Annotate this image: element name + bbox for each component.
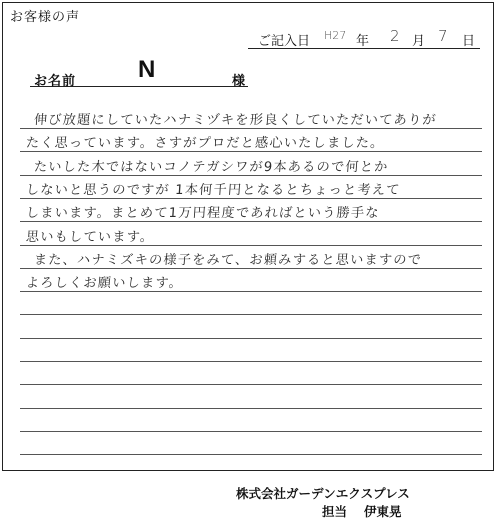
company-name: 株式会社ガーデンエクスプレス	[236, 486, 410, 501]
comment-line: 思いもしています。	[25, 229, 155, 245]
name-honorific: 様	[232, 74, 246, 89]
staff-role: 担当	[322, 504, 348, 519]
date-day-unit: 日	[462, 34, 476, 49]
ruled-line	[20, 314, 482, 315]
date-label: ご記入日	[258, 34, 311, 49]
comment-line: よろしくお願いします。	[25, 276, 184, 292]
comment-line: たく思っています。さすがプロだと感心いたしました。	[25, 136, 386, 152]
ruled-line	[20, 128, 482, 129]
date-day: 7	[438, 27, 448, 45]
date-year-unit: 年	[356, 34, 370, 49]
comment-line: しないと思うのですが 1本何千円となるとちょっと考えて	[25, 182, 402, 198]
ruled-line	[20, 221, 482, 222]
form-title: お客様の声	[10, 10, 81, 25]
ruled-line	[20, 291, 482, 292]
comment-line: 伸び放題にしていたハナミヅキを形良くしていただいてありが	[33, 113, 438, 128]
ruled-line	[20, 454, 482, 455]
date-month-unit: 月	[412, 34, 426, 49]
customer-name: N	[138, 56, 156, 83]
date-month: 2	[390, 27, 400, 45]
ruled-line	[20, 338, 482, 339]
ruled-line	[20, 151, 482, 152]
ruled-line	[20, 361, 482, 362]
ruled-line	[20, 198, 482, 199]
comment-line: また、ハナミズキの様子をみて、お頼みすると思いますので	[33, 252, 423, 268]
ruled-line	[20, 431, 482, 432]
ruled-line	[20, 384, 482, 385]
date-era: H27	[324, 29, 347, 42]
ruled-line	[20, 408, 482, 409]
name-label: お名前	[34, 74, 77, 89]
staff-name: 伊東晃	[364, 504, 402, 519]
comment-line: しまいます。まとめて1万円程度であればという勝手な	[25, 206, 381, 222]
comment-line: たいした木ではないコノテガシワが9本あるので何とか	[33, 159, 390, 175]
